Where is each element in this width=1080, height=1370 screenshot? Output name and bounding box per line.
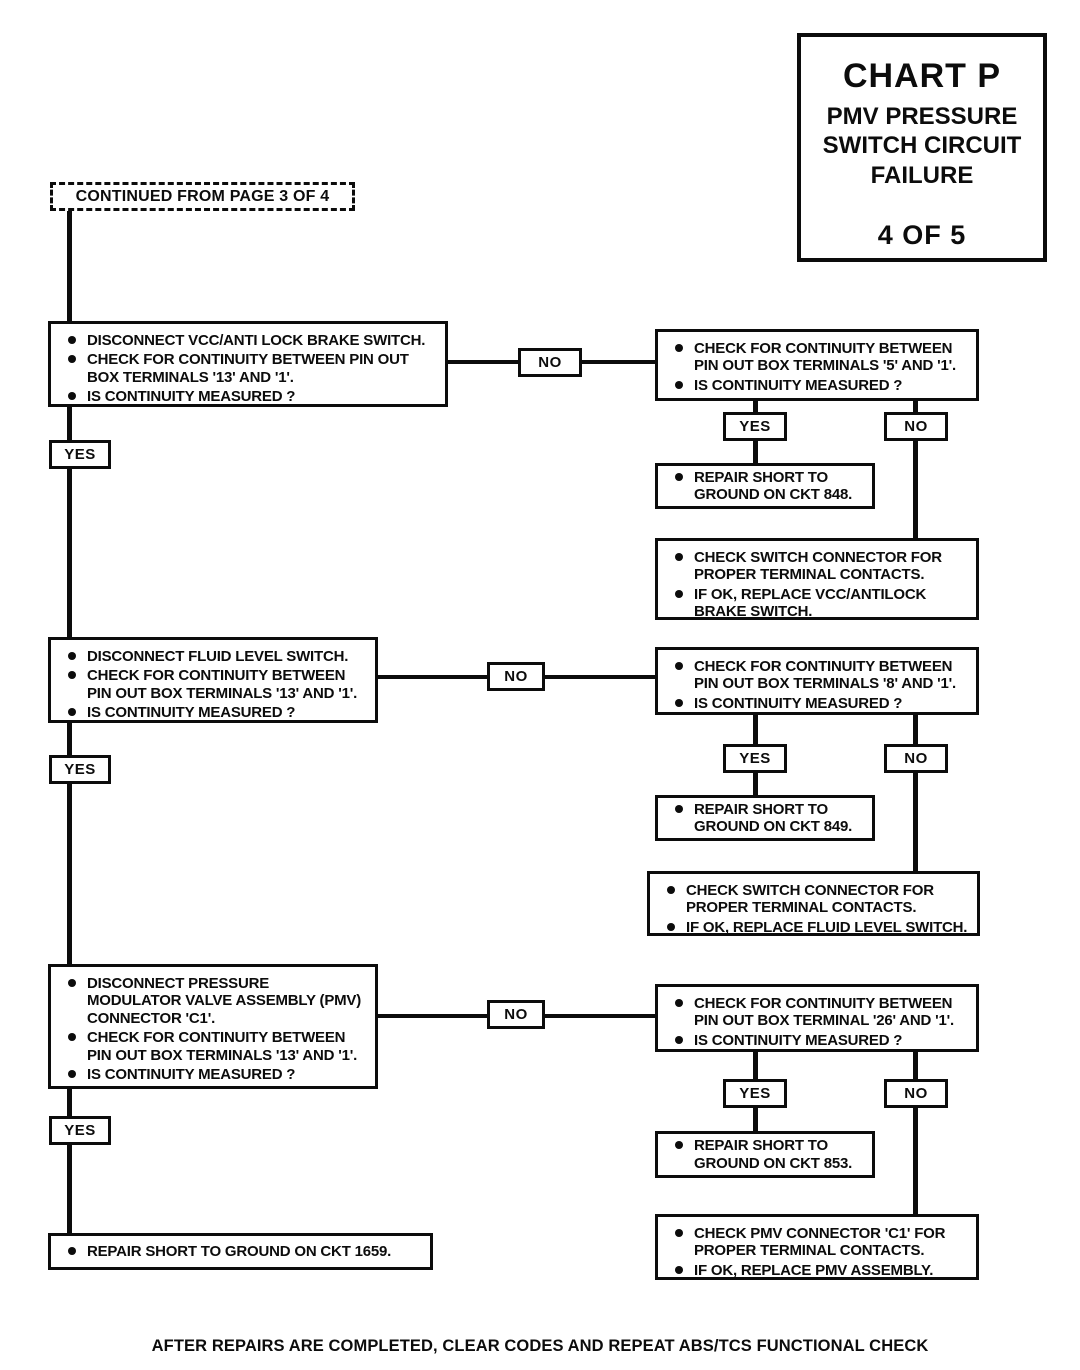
bullet-icon bbox=[51, 332, 87, 349]
bullet-text: IS CONTINUITY MEASURED ? bbox=[694, 694, 903, 712]
bullet-item bbox=[658, 1032, 968, 1049]
bullet-icon bbox=[658, 801, 694, 836]
bullet-icon bbox=[650, 919, 686, 936]
check-switch-connector-2-box bbox=[647, 871, 980, 936]
repair-ckt-853-box bbox=[655, 1131, 875, 1178]
bullet-item bbox=[51, 704, 367, 721]
check-pmv-connector-box bbox=[655, 1214, 979, 1280]
bullet-text: IS CONTINUITY MEASURED ? bbox=[694, 1031, 903, 1049]
bullet-icon bbox=[51, 704, 87, 721]
connector-no-2b bbox=[913, 713, 918, 875]
bullet-item bbox=[51, 975, 367, 1027]
bullet-text: REPAIR SHORT TO GROUND ON CKT 848. bbox=[694, 468, 853, 503]
bullet-item bbox=[51, 667, 367, 702]
repair-ckt-849-box bbox=[655, 795, 875, 841]
bullet-item bbox=[658, 995, 968, 1030]
bullet-icon bbox=[658, 695, 694, 712]
bullet-icon bbox=[51, 667, 87, 702]
chart-page-label: 4 OF 5 bbox=[877, 219, 967, 250]
footer-note: AFTER REPAIRS ARE COMPLETED, CLEAR CODES AND REPEAT ABS/TCS FUNCTIONAL CHECK bbox=[151, 1337, 929, 1355]
step3-no-box bbox=[655, 984, 979, 1052]
yes-label: YES bbox=[723, 412, 787, 441]
bullet-icon bbox=[51, 648, 87, 665]
bullet-item bbox=[650, 882, 969, 917]
bullet-icon bbox=[51, 351, 87, 386]
bullet-text: CHECK FOR CONTINUITY BETWEEN PIN OUT BOX TERMINALS '5' AND '1'. bbox=[694, 340, 956, 375]
bullet-icon bbox=[658, 549, 694, 584]
bullet-item bbox=[658, 658, 968, 693]
bullet-item bbox=[658, 1225, 968, 1260]
bullet-text: REPAIR SHORT TO GROUND ON CKT 1659. bbox=[87, 1242, 392, 1260]
bullet-text: IS CONTINUITY MEASURED ? bbox=[87, 1065, 296, 1083]
yes-label: YES bbox=[49, 1116, 111, 1145]
bullet-item bbox=[650, 919, 969, 936]
step2-box bbox=[48, 637, 378, 723]
bullet-item bbox=[658, 1262, 968, 1279]
bullet-text: IS CONTINUITY MEASURED ? bbox=[694, 376, 903, 394]
bullet-icon bbox=[658, 995, 694, 1030]
bullet-text: CHECK PMV CONNECTOR 'C1' FOR PROPER TERMINAL CONTACTS. bbox=[694, 1225, 946, 1260]
bullet-text: CHECK SWITCH CONNECTOR FOR PROPER TERMINAL CONTACTS. bbox=[694, 549, 942, 584]
bullet-text: IS CONTINUITY MEASURED ? bbox=[87, 704, 296, 722]
bullet-item bbox=[51, 1243, 422, 1260]
bullet-text: DISCONNECT VCC/ANTI LOCK BRAKE SWITCH. bbox=[87, 332, 426, 349]
yes-label: YES bbox=[723, 1079, 787, 1108]
bullet-item bbox=[658, 695, 968, 712]
bullet-text: IF OK, REPLACE VCC/ANTILOCK BRAKE SWITCH. bbox=[694, 585, 927, 621]
yes-label: YES bbox=[723, 744, 787, 773]
step1-box bbox=[48, 321, 448, 407]
bullet-icon bbox=[658, 469, 694, 504]
no-label: NO bbox=[884, 1079, 948, 1108]
bullet-icon bbox=[658, 658, 694, 693]
no-label: NO bbox=[884, 744, 948, 773]
chart-title: CHART P bbox=[842, 57, 1002, 95]
chart-title-box bbox=[797, 33, 1047, 262]
bullet-item bbox=[658, 586, 968, 621]
step2-no-box bbox=[655, 647, 979, 715]
no-label: NO bbox=[518, 348, 582, 377]
bullet-icon bbox=[51, 1243, 87, 1260]
bullet-item bbox=[51, 332, 437, 349]
bullet-item bbox=[658, 801, 864, 836]
bullet-icon bbox=[658, 1262, 694, 1279]
no-label: NO bbox=[884, 412, 948, 441]
bullet-icon bbox=[658, 1137, 694, 1172]
bullet-item bbox=[51, 648, 367, 665]
bullet-icon bbox=[51, 1066, 87, 1083]
bullet-item bbox=[51, 351, 437, 386]
bullet-item bbox=[658, 340, 968, 375]
bullet-text: IF OK, REPLACE PMV ASSEMBLY. bbox=[694, 1261, 934, 1279]
no-label: NO bbox=[487, 1000, 545, 1029]
bullet-item bbox=[658, 377, 968, 394]
bullet-text: DISCONNECT PRESSURE MODULATOR VALVE ASSEMBLY (PMV) CONNECTOR 'C1'. bbox=[87, 975, 362, 1027]
bullet-text: CHECK FOR CONTINUITY BETWEEN PIN OUT BOX TERMINALS '13' AND '1'. bbox=[87, 667, 358, 702]
bullet-icon bbox=[658, 1225, 694, 1260]
bullet-text: IF OK, REPLACE FLUID LEVEL SWITCH. bbox=[686, 918, 968, 936]
bullet-item bbox=[658, 549, 968, 584]
connector-no-3b bbox=[913, 1050, 918, 1217]
bullet-item bbox=[658, 469, 864, 504]
bullet-icon bbox=[658, 340, 694, 375]
bullet-item bbox=[51, 1066, 367, 1083]
bullet-text: REPAIR SHORT TO GROUND ON CKT 853. bbox=[694, 1137, 853, 1172]
yes-label: YES bbox=[49, 755, 111, 784]
repair-ckt-1659-box bbox=[48, 1233, 433, 1270]
bullet-text: IS CONTINUITY MEASURED ? bbox=[87, 388, 296, 406]
bullet-text: DISCONNECT FLUID LEVEL SWITCH. bbox=[87, 648, 349, 665]
repair-ckt-848-box bbox=[655, 463, 875, 509]
bullet-icon bbox=[658, 377, 694, 394]
bullet-item bbox=[51, 388, 437, 405]
bullet-text: CHECK FOR CONTINUITY BETWEEN PIN OUT BOX TERMINALS '13' AND '1'. bbox=[87, 351, 409, 386]
bullet-icon bbox=[51, 388, 87, 405]
bullet-item bbox=[51, 1029, 367, 1064]
bullet-text: CHECK FOR CONTINUITY BETWEEN PIN OUT BOX TERMINAL '26' AND '1'. bbox=[694, 995, 954, 1030]
chart-subtitle: PMV PRESSURE SWITCH CIRCUIT FAILURE bbox=[822, 103, 1022, 189]
no-label: NO bbox=[487, 662, 545, 691]
bullet-icon bbox=[51, 975, 87, 1027]
yes-label: YES bbox=[49, 440, 111, 469]
bullet-icon bbox=[650, 882, 686, 917]
start-node: CONTINUED FROM PAGE 3 OF 4 bbox=[50, 182, 355, 211]
bullet-text: CHECK FOR CONTINUITY BETWEEN PIN OUT BOX TERMINALS '13' AND '1'. bbox=[87, 1029, 358, 1064]
bullet-item bbox=[658, 1137, 864, 1172]
bullet-text: CHECK SWITCH CONNECTOR FOR PROPER TERMINAL CONTACTS. bbox=[686, 882, 934, 917]
check-switch-connector-1-box bbox=[655, 538, 979, 620]
bullet-icon bbox=[658, 586, 694, 621]
bullet-text: CHECK FOR CONTINUITY BETWEEN PIN OUT BOX TERMINALS '8' AND '1'. bbox=[694, 658, 956, 693]
bullet-icon bbox=[51, 1029, 87, 1064]
bullet-icon bbox=[658, 1032, 694, 1049]
step3-box bbox=[48, 964, 378, 1089]
bullet-text: REPAIR SHORT TO GROUND ON CKT 849. bbox=[694, 800, 853, 835]
step1-no-box bbox=[655, 329, 979, 401]
